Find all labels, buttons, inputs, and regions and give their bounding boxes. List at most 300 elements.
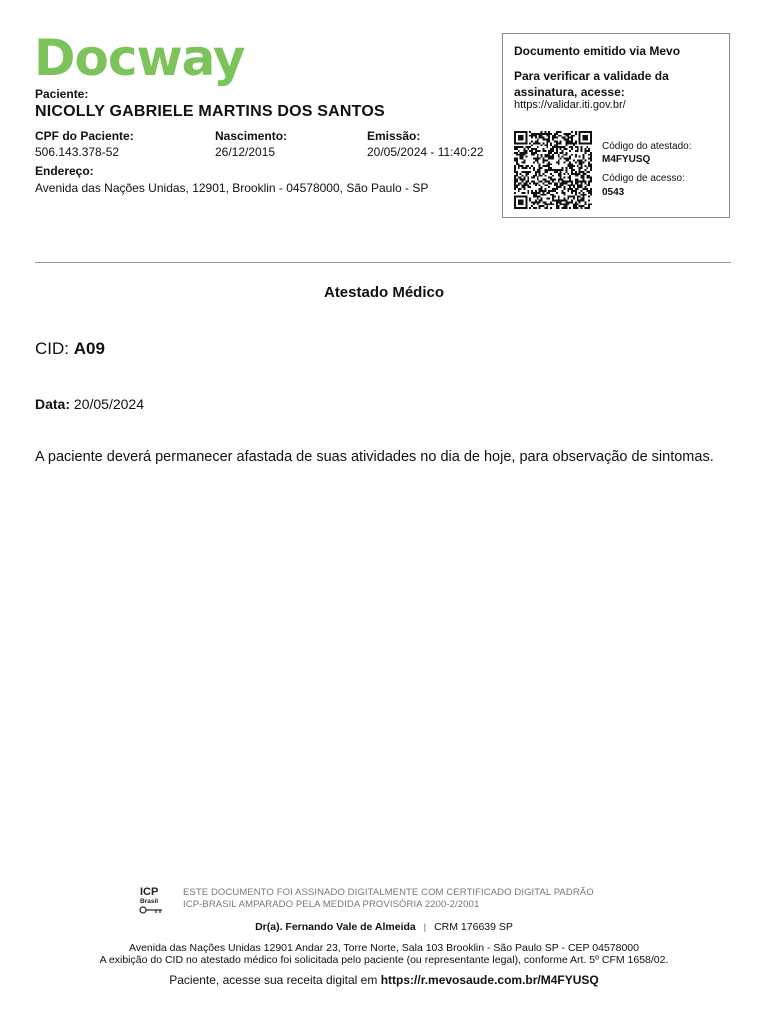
qr-module xyxy=(525,165,527,167)
cpf-label: CPF do Paciente: xyxy=(35,129,134,143)
qr-module xyxy=(556,201,558,203)
qr-module xyxy=(548,186,550,188)
docway-logo: Docway xyxy=(34,29,245,87)
qr-module xyxy=(527,179,529,181)
qr-module xyxy=(584,182,586,184)
qr-module xyxy=(588,192,590,194)
qr-module xyxy=(565,135,567,137)
qr-module xyxy=(567,142,569,144)
qr-module xyxy=(544,133,546,135)
qr-module xyxy=(581,167,583,169)
qr-module xyxy=(539,133,541,135)
qr-module xyxy=(554,137,556,139)
qr-module xyxy=(516,158,518,160)
qr-module xyxy=(539,192,541,194)
qr-module xyxy=(581,161,583,163)
qr-module xyxy=(554,184,556,186)
qr-module xyxy=(548,182,550,184)
qr-module xyxy=(527,173,529,175)
qr-module xyxy=(582,175,584,177)
qr-module xyxy=(582,198,584,200)
qr-module xyxy=(562,152,564,154)
qr-module xyxy=(573,190,575,192)
qr-module xyxy=(562,192,564,194)
qr-module xyxy=(533,177,535,179)
qr-module xyxy=(548,152,550,154)
qr-module xyxy=(577,180,579,182)
qr-module xyxy=(581,165,583,167)
qr-module xyxy=(520,158,522,160)
qr-module xyxy=(560,201,562,203)
certificate-text: A paciente deverá permanecer afastada de suas atividades no dia de hoje, para observação de sintomas. xyxy=(35,449,714,465)
qr-module xyxy=(556,169,558,171)
qr-module xyxy=(590,203,592,205)
qr-module xyxy=(577,188,579,190)
qr-module xyxy=(588,171,590,173)
qr-module xyxy=(537,196,539,198)
qr-module xyxy=(560,199,562,201)
qr-module xyxy=(524,152,526,154)
document-title: Atestado Médico xyxy=(323,284,444,301)
qr-module xyxy=(522,192,524,194)
qr-module xyxy=(514,186,516,188)
qr-module xyxy=(586,188,588,190)
qr-module xyxy=(558,201,560,203)
clinic-address: Avenida das Nações Unidas 12901 Andar 23, Torre Norte, Sala 103 Brooklin - São Paulo SP - CEP 04578000 xyxy=(129,942,639,954)
certificate-code: M4FYUSQ xyxy=(602,154,651,165)
qr-module xyxy=(577,179,579,181)
qr-module xyxy=(552,148,554,150)
qr-module xyxy=(582,194,584,196)
qr-module xyxy=(531,180,533,182)
qr-module xyxy=(563,203,565,205)
qr-module xyxy=(556,192,558,194)
qr-module xyxy=(537,179,539,181)
qr-module xyxy=(520,146,522,148)
qr-module xyxy=(543,190,545,192)
qr-module xyxy=(548,169,550,171)
qr-module xyxy=(541,135,543,137)
qr-module xyxy=(546,180,548,182)
qr-module xyxy=(537,201,539,203)
qr-module xyxy=(533,142,535,144)
qr-module xyxy=(565,199,567,201)
qr-module xyxy=(579,199,581,201)
qr-module xyxy=(524,192,526,194)
qr-module xyxy=(567,141,569,143)
emission-label: Emissão: xyxy=(367,129,421,143)
qr-module xyxy=(539,205,541,207)
qr-module xyxy=(590,194,592,196)
qr-module xyxy=(544,190,546,192)
qr-module xyxy=(573,196,575,198)
qr-module xyxy=(582,205,584,207)
qr-module xyxy=(590,160,592,162)
qr-module xyxy=(514,148,516,150)
qr-module xyxy=(556,199,558,201)
qr-module xyxy=(558,160,560,162)
birth-value: 26/12/2015 xyxy=(215,145,276,159)
qr-module xyxy=(565,152,567,154)
qr-module xyxy=(558,146,560,148)
qr-module xyxy=(516,160,518,162)
qr-module xyxy=(554,146,556,148)
qr-module xyxy=(535,160,537,162)
qr-module xyxy=(527,192,529,194)
qr-module xyxy=(531,144,533,146)
qr-module xyxy=(535,148,537,150)
qr-module xyxy=(524,184,526,186)
qr-module xyxy=(569,146,571,148)
qr-module xyxy=(522,184,524,186)
qr-module xyxy=(581,190,583,192)
qr-module xyxy=(563,198,565,200)
verify-title: Documento emitido via Mevo xyxy=(514,44,681,58)
qr-module xyxy=(548,177,550,179)
qr-module xyxy=(550,144,552,146)
qr-module xyxy=(575,171,577,173)
qr-module xyxy=(539,199,541,201)
qr-module xyxy=(518,190,520,192)
digital-prescription-line xyxy=(0,973,768,987)
qr-module xyxy=(552,196,554,198)
qr-module xyxy=(537,146,539,148)
qr-module xyxy=(563,205,565,207)
qr-module xyxy=(539,165,541,167)
qr-module xyxy=(539,196,541,198)
qr-module xyxy=(537,169,539,171)
qr-module xyxy=(552,190,554,192)
qr-module xyxy=(563,139,565,141)
qr-module xyxy=(552,199,554,201)
qr-module xyxy=(571,163,573,165)
qr-module xyxy=(546,139,548,141)
qr-module xyxy=(573,207,575,209)
qr-module xyxy=(590,179,592,181)
qr-module xyxy=(544,160,546,162)
qr-module xyxy=(550,142,552,144)
qr-module xyxy=(558,207,560,209)
qr-module xyxy=(558,163,560,165)
qr-module xyxy=(544,139,546,141)
qr-module xyxy=(533,192,535,194)
icp-notice-line2: ICP-BRASIL AMPARADO PELA MEDIDA PROVISÓRIA 2200-2/2001 xyxy=(183,899,480,910)
qr-module xyxy=(558,135,560,137)
qr-module xyxy=(554,141,556,143)
qr-module xyxy=(531,190,533,192)
qr-module xyxy=(558,180,560,182)
qr-module xyxy=(537,182,539,184)
qr-module xyxy=(562,137,564,139)
qr-module xyxy=(514,182,516,184)
qr-module xyxy=(556,148,558,150)
qr-module xyxy=(590,169,592,171)
qr-module xyxy=(563,158,565,160)
qr-module xyxy=(514,180,516,182)
qr-module xyxy=(543,192,545,194)
qr-module xyxy=(577,184,579,186)
qr-module xyxy=(565,171,567,173)
qr-module xyxy=(573,144,575,146)
qr-module xyxy=(543,142,545,144)
qr-module xyxy=(541,167,543,169)
qr-module xyxy=(575,156,577,158)
qr-module xyxy=(533,196,535,198)
qr-module xyxy=(518,177,520,179)
qr-module xyxy=(581,194,583,196)
qr-module xyxy=(562,190,564,192)
qr-module xyxy=(527,180,529,182)
qr-module xyxy=(562,146,564,148)
qr-module xyxy=(565,144,567,146)
qr-module xyxy=(567,165,569,167)
qr-module xyxy=(588,154,590,156)
date-line xyxy=(35,396,144,412)
qr-module xyxy=(562,150,564,152)
qr-module xyxy=(550,133,552,135)
qr-module xyxy=(567,184,569,186)
qr-module xyxy=(548,154,550,156)
qr-module xyxy=(560,158,562,160)
qr-module xyxy=(539,158,541,160)
qr-module xyxy=(550,177,552,179)
qr-module xyxy=(531,205,533,207)
qr-module xyxy=(567,198,569,200)
qr-module xyxy=(558,169,560,171)
qr-module xyxy=(584,201,586,203)
qr-module xyxy=(544,188,546,190)
birth-label: Nascimento: xyxy=(215,129,288,143)
qr-module xyxy=(558,205,560,207)
qr-module xyxy=(537,160,539,162)
qr-module xyxy=(558,156,560,158)
qr-module xyxy=(537,139,539,141)
qr-module xyxy=(527,186,529,188)
qr-module xyxy=(552,154,554,156)
qr-module xyxy=(529,207,531,209)
qr-module xyxy=(588,148,590,150)
qr-module xyxy=(590,177,592,179)
qr-module xyxy=(541,198,543,200)
qr-module xyxy=(533,180,535,182)
qr-module xyxy=(558,175,560,177)
qr-module xyxy=(563,188,565,190)
qr-module xyxy=(569,186,571,188)
qr-module xyxy=(562,169,564,171)
header-divider xyxy=(35,262,731,263)
qr-module xyxy=(556,152,558,154)
qr-module xyxy=(569,161,571,163)
qr-module xyxy=(558,196,560,198)
qr-module xyxy=(563,207,565,209)
qr-module xyxy=(554,188,556,190)
qr-module xyxy=(544,169,546,171)
qr-module xyxy=(548,150,550,152)
qr-module xyxy=(588,161,590,163)
qr-module xyxy=(533,133,535,135)
qr-module xyxy=(584,188,586,190)
qr-module xyxy=(525,175,527,177)
qr-module xyxy=(541,175,543,177)
qr-module xyxy=(579,192,581,194)
qr-module xyxy=(522,167,524,169)
qr-module xyxy=(588,150,590,152)
qr-module xyxy=(556,182,558,184)
qr-module xyxy=(525,171,527,173)
qr-module xyxy=(516,173,518,175)
qr-module xyxy=(556,137,558,139)
qr-module xyxy=(514,165,516,167)
qr-module xyxy=(565,201,567,203)
cid-label: CID: xyxy=(35,339,69,358)
qr-module xyxy=(524,150,526,152)
qr-module xyxy=(537,141,539,143)
qr-module xyxy=(554,171,556,173)
qr-module xyxy=(562,182,564,184)
qr-module xyxy=(565,141,567,143)
qr-module xyxy=(569,142,571,144)
qr-module xyxy=(563,173,565,175)
qr-module xyxy=(522,161,524,163)
qr-module xyxy=(520,152,522,154)
qr-module xyxy=(556,141,558,143)
qr-module xyxy=(563,146,565,148)
qr-module xyxy=(573,135,575,137)
qr-module xyxy=(543,182,545,184)
qr-module xyxy=(535,175,537,177)
qr-module xyxy=(548,131,550,133)
qr-module xyxy=(529,186,531,188)
qr-module xyxy=(541,199,543,201)
qr-module xyxy=(537,133,539,135)
qr-module xyxy=(577,160,579,162)
verify-url[interactable]: https://validar.iti.gov.br/ xyxy=(514,99,626,111)
qr-module xyxy=(584,152,586,154)
qr-module xyxy=(577,199,579,201)
qr-module xyxy=(535,171,537,173)
qr-module xyxy=(577,175,579,177)
qr-module xyxy=(544,180,546,182)
qr-module xyxy=(560,184,562,186)
prescription-link[interactable]: https://r.mevosaude.com.br/M4FYUSQ xyxy=(380,973,599,987)
qr-module xyxy=(573,186,575,188)
qr-module xyxy=(588,182,590,184)
qr-module xyxy=(544,156,546,158)
qr-module xyxy=(581,186,583,188)
qr-module xyxy=(581,163,583,165)
qr-module xyxy=(522,154,524,156)
qr-module xyxy=(571,131,573,133)
qr-module xyxy=(588,158,590,160)
qr-module xyxy=(520,173,522,175)
qr-module xyxy=(518,150,520,152)
qr-module xyxy=(548,165,550,167)
qr-module xyxy=(552,179,554,181)
qr-module xyxy=(562,167,564,169)
qr-module xyxy=(571,171,573,173)
qr-module xyxy=(575,142,577,144)
qr-module xyxy=(524,188,526,190)
qr-module xyxy=(571,199,573,201)
qr-module xyxy=(565,142,567,144)
qr-module xyxy=(546,141,548,143)
qr-module xyxy=(581,171,583,173)
qr-module xyxy=(520,156,522,158)
qr-module xyxy=(533,152,535,154)
qr-module xyxy=(527,146,529,148)
qr-module xyxy=(518,163,520,165)
qr-module xyxy=(579,169,581,171)
qr-module xyxy=(558,199,560,201)
qr-module xyxy=(552,180,554,182)
qr-module xyxy=(588,190,590,192)
qr-module xyxy=(548,198,550,200)
qr-module xyxy=(541,131,543,133)
qr-module xyxy=(575,131,577,133)
qr-module xyxy=(579,156,581,158)
qr-module xyxy=(560,169,562,171)
qr-module xyxy=(548,133,550,135)
doctor-separator: | xyxy=(423,922,427,932)
qr-module xyxy=(567,177,569,179)
qr-module xyxy=(541,190,543,192)
qr-module xyxy=(552,175,554,177)
qr-module xyxy=(531,150,533,152)
qr-module xyxy=(567,135,569,137)
qr-module xyxy=(567,158,569,160)
qr-module xyxy=(558,198,560,200)
qr-module xyxy=(514,146,516,148)
qr-module xyxy=(571,165,573,167)
qr-module xyxy=(543,158,545,160)
qr-module xyxy=(535,158,537,160)
qr-module xyxy=(552,158,554,160)
icp-brasil-logo-icon xyxy=(138,884,166,916)
qr-module xyxy=(552,188,554,190)
qr-module xyxy=(588,203,590,205)
clinic-address-block xyxy=(0,942,768,966)
qr-module xyxy=(556,184,558,186)
qr-module xyxy=(575,161,577,163)
qr-module xyxy=(543,150,545,152)
qr-module xyxy=(581,199,583,201)
qr-module xyxy=(550,152,552,154)
qr-module xyxy=(554,190,556,192)
qr-module xyxy=(535,133,537,135)
verification-box xyxy=(502,33,730,218)
qr-module xyxy=(516,163,518,165)
qr-module xyxy=(541,154,543,156)
qr-module xyxy=(586,207,588,209)
qr-module xyxy=(571,188,573,190)
qr-module xyxy=(533,161,535,163)
qr-module xyxy=(586,177,588,179)
qr-module xyxy=(520,154,522,156)
qr-module xyxy=(563,182,565,184)
qr-module xyxy=(520,182,522,184)
qr-module xyxy=(531,152,533,154)
qr-module xyxy=(573,173,575,175)
qr-module xyxy=(569,201,571,203)
qr-module xyxy=(579,167,581,169)
qr-module xyxy=(544,144,546,146)
qr-module xyxy=(546,156,548,158)
qr-module xyxy=(567,196,569,198)
qr-module xyxy=(556,133,558,135)
qr-module xyxy=(541,205,543,207)
cid-disclosure-note: A exibição do CID no atestado médico foi solicitada pelo paciente (ou representante legal), conforme Art. 5º CFM 1658/02. xyxy=(99,954,669,966)
qr-module xyxy=(520,179,522,181)
